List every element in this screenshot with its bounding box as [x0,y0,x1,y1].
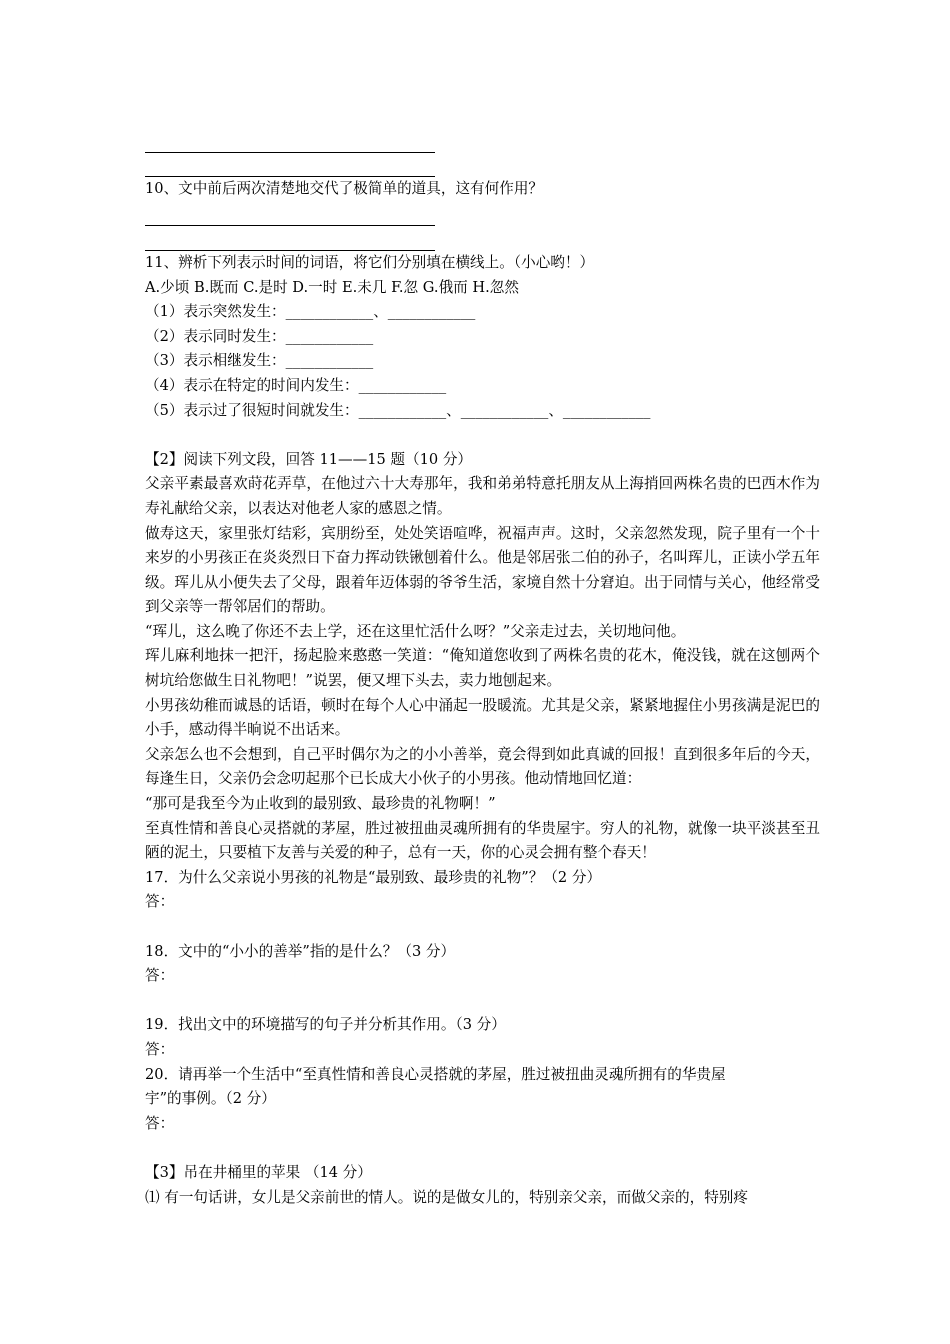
passage-paragraph: “那可是我至今为止收到的最别致、最珍贵的礼物啊！” [145,795,496,813]
question-10: 10、文中前后两次清楚地交代了极简单的道具，这有何作用？ [145,180,544,198]
question-11-item: （5）表示过了很短时间就发生：____________、____________、____________ [145,401,651,419]
answer-label: 答： [145,893,175,911]
answer-blank-line [145,226,435,251]
section-3-heading: 【3】吊在井桶里的苹果 （14 分） [145,1163,372,1181]
passage-paragraph: “珲儿，这么晚了你还不去上学，还在这里忙活什么呀？”父亲走过去，关切地问他。 [145,622,686,640]
question-19: 19．找出文中的环境描写的句子并分析其作用。（3 分） [145,1016,506,1034]
answer-label: 答： [145,1114,175,1132]
section-2-heading: 【2】阅读下列文段，回答 11——15 题（10 分） [145,450,473,468]
answer-label: 答： [145,967,175,985]
question-11-options: A.少顷 B.既而 C.是时 D.一时 E.未几 F.忽 G.俄而 H.忽然 [145,278,519,296]
answer-blank-line [145,128,435,153]
question-11-item: （1）表示突然发生：____________、____________ [145,303,476,321]
passage-paragraph: 父亲平素最喜欢莳花弄草，在他过六十大寿那年，我和弟弟特意托朋友从上海捎回两株名贵的巴西木作为寿礼献给父亲，以表达对他老人家的感恩之情。 [145,475,820,517]
question-11-item: （4）表示在特定的时间内发生：____________ [145,376,447,394]
answer-blank-line [145,202,435,227]
question-11-item: （3）表示相继发生：____________ [145,352,374,370]
question-20-continued: 宇”的事例。（2 分） [145,1090,276,1108]
passage-paragraph: 珲儿麻利地抹一把汗，扬起脸来憨憨一笑道：“俺知道您收到了两株名贵的花木，俺没钱，就在这刨两个树坑给您做生日礼物吧！”说罢，便又埋下头去，卖力地刨起来。 [145,647,820,690]
answer-blank-line [145,153,435,178]
question-17: 17．为什么父亲说小男孩的礼物是“最别致、最珍贵的礼物”？（2 分） [145,868,602,886]
passage-paragraph: ⑴ 有一句话讲，女儿是父亲前世的情人。说的是做女儿的，特别亲父亲，而做父亲的，特别疼 [145,1188,748,1206]
passage-paragraph: 做寿这天，家里张灯结彩，宾朋纷至，处处笑语喧哗，祝福声声。这时，父亲忽然发现，院子里有一个十来岁的小男孩正在炎炎烈日下奋力挥动铁锹刨着什么。他是邻居张二伯的孙子，名叫珲儿，正读小学五年级。珲儿从小便失去了父母，跟着年迈体弱的爷爷生活，家境自然十分窘迫。出于同情与关心，他经常受到父亲等一帮邻居们的帮助。 [145,524,820,616]
question-11: 11、辨析下列表示时间的词语，将它们分别填在横线上。（小心哟！） [145,253,595,271]
passage-paragraph: 父亲怎么也不会想到，自己平时偶尔为之的小小善举，竟会得到如此真诚的回报！直到很多年后的今天，每逢生日，父亲仍会念叨起那个已长成大小伙子的小男孩。他动情地回忆道： [145,745,820,788]
passage-paragraph: 至真性情和善良心灵搭就的茅屋，胜过被扭曲灵魂所拥有的华贵屋宇。穷人的礼物，就像一块平淡甚至丑陋的泥土，只要植下友善与关爱的种子，总有一天，你的心灵会拥有整个春天！ [145,819,820,862]
question-20: 20．请再举一个生活中“至真性情和善良心灵搭就的茅屋，胜过被扭曲灵魂所拥有的华贵屋 [145,1065,726,1083]
passage-paragraph: 小男孩幼稚而诚恳的话语，顿时在每个人心中涌起一股暖流。尤其是父亲，紧紧地握住小男孩满是泥巴的小手，感动得半晌说不出话来。 [145,696,820,739]
document-page [145,128,820,1210]
question-18: 18．文中的“小小的善举”指的是什么？（3 分） [145,942,456,960]
answer-label: 答： [145,1040,175,1058]
question-11-item: （2）表示同时发生：____________ [145,327,374,345]
